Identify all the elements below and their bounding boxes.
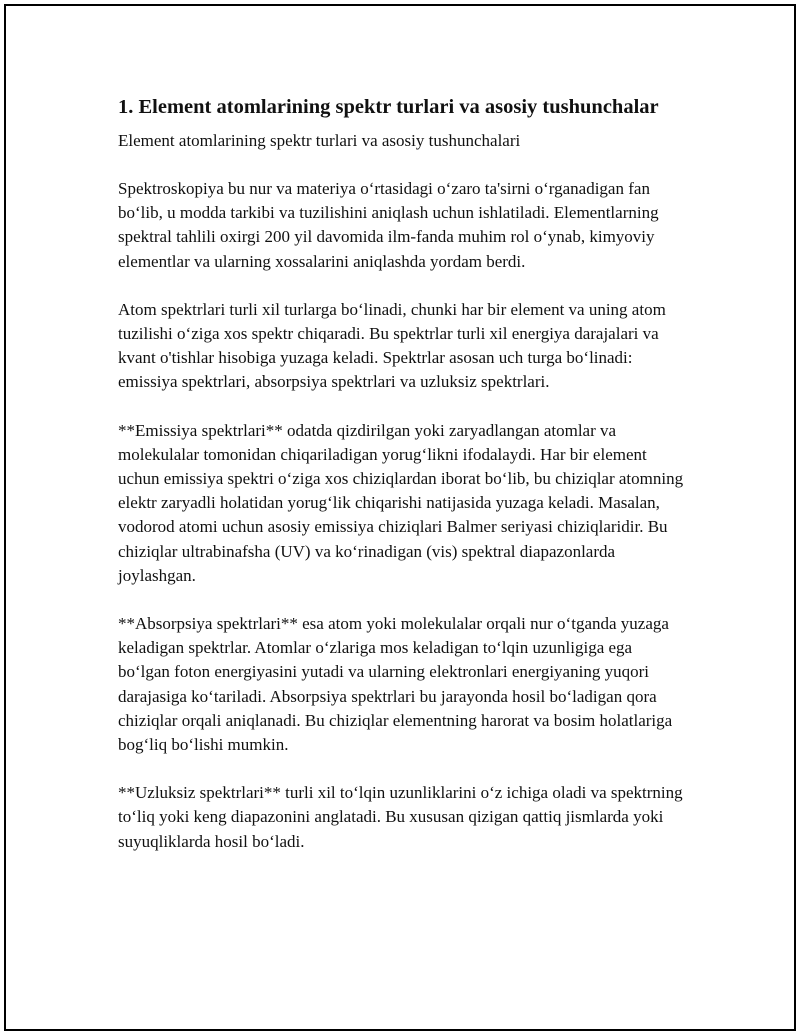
paragraph-continuous-spectra: **Uzluksiz spektrlari** turli xil to‘lqin uzunliklarini o‘z ichiga oladi va spektrning to‘liq yoki keng diapazonini anglatadi. Bu xususan qizigan qattiq jismlarda yoki suyuqliklarda hosil bo‘ladi. bbox=[118, 783, 683, 851]
page-title: 1. Element atomlarining spektr turlari va asosiy tushunchalar bbox=[118, 96, 659, 118]
paragraph-absorption-spectra: **Absorpsiya spektrlari** esa atom yoki molekulalar orqali nur o‘tganda yuzaga keladigan spektrlar. Atomlar o‘zlariga mos keladigan to‘lqin uzunligiga ega bo‘lgan foton energiyasini yutadi va ularning elektronlari energiyaning yuqori darajasiga ko‘tariladi. Absorpsiya spektrlari bu jarayonda hosil bo‘ladigan qora chiziqlar orqali aniqlanadi. Bu chiziqlar elementning harorat va bosim holatlariga bog‘liq bo‘lishi mumkin. bbox=[118, 614, 673, 755]
paragraph-spectrum-types: Atom spektrlari turli xil turlarga bo‘linadi, chunki har bir element va uning atom tuzilishi o‘ziga xos spektr chiqaradi. Bu spektrlar turli xil energiya darajalari va kvant o'tishlar hisobiga yuzaga keladi. Spektrlar asosan uch turga bo‘linadi: emissiya spektrlari, absorpsiya spektrlari va uzluksiz spektrlari. bbox=[118, 299, 666, 392]
document-body bbox=[118, 94, 688, 854]
paragraph-introduction: Spektroskopiya bu nur va materiya o‘rtasidagi o‘zaro ta'sirni o‘rganadigan fan bo‘lib, u modda tarkibi va tuzilishini aniqlash uchun ishlatiladi. Elementlarning spektral tahlili oxirgi 200 yil davomida ilm-fanda muhim rol o‘ynab, kimyoviy elementlar va ularning xossalarini aniqlashda yordam berdi. bbox=[118, 179, 659, 271]
paragraph-emission-spectra: **Emissiya spektrlari** odatda qizdirilgan yoki zaryadlangan atomlar va molekulalar tomonidan chiqariladigan yorug‘likni ifodalaydi. Har bir element uchun emissiya spektri o‘ziga xos chiziqlardan iborat bo‘lib, bu chiziqlar atomning elektr zaryadli holatidan yorug‘lik chiqarishi natijasida yuzaga keladi. Masalan, vodorod atomi uchun asosiy emissiya chiziqlari Balmer seriyasi chiziqlaridir. Bu chiziqlar ultrabinafsha (UV) va ko‘rinadigan (vis) spektral diapazonlarda joylashgan. bbox=[118, 420, 684, 585]
document-subtitle: Element atomlarining spektr turlari va asosiy tushunchalari bbox=[118, 131, 521, 150]
